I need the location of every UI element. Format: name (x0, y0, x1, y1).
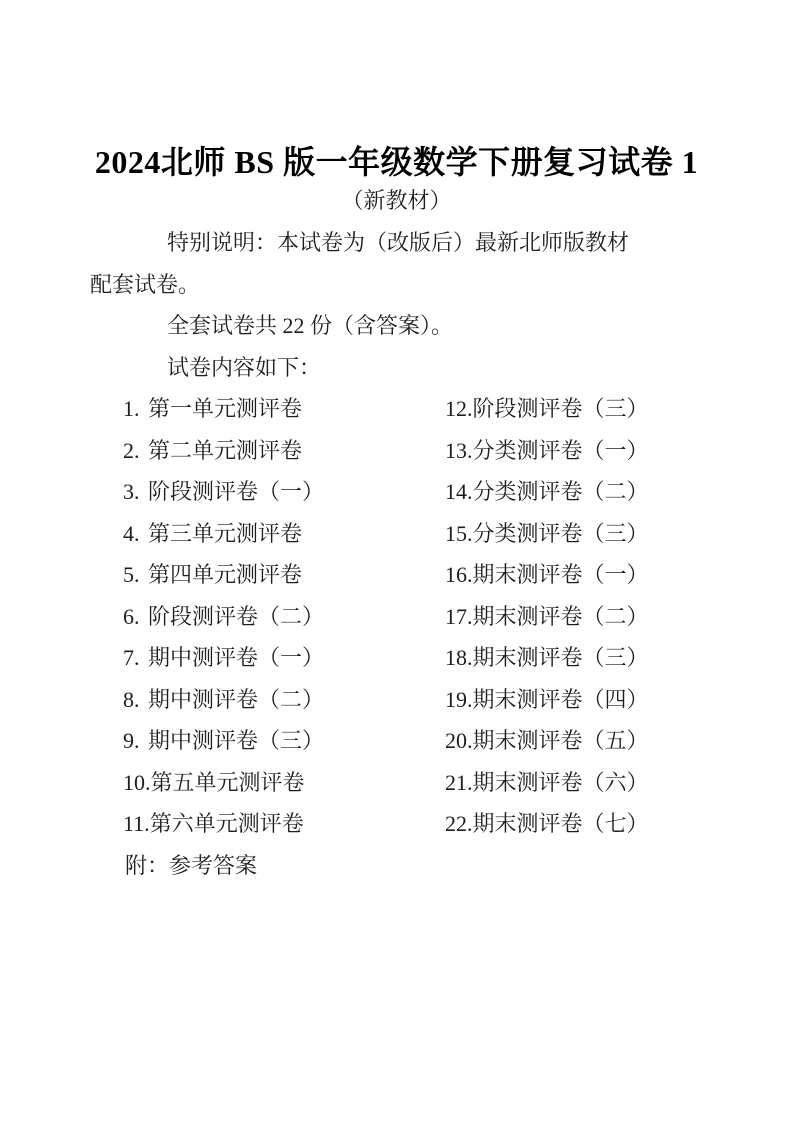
item-number: 2. (123, 437, 140, 463)
item-label: 分类测评卷（一） (472, 437, 649, 463)
item-number: 9. (123, 728, 140, 753)
contents-heading: 试卷内容如下： (167, 354, 322, 380)
list-item (445, 679, 703, 721)
item-number: 20. (445, 728, 473, 753)
list-item (123, 720, 445, 762)
item-number: 10. (123, 769, 151, 795)
item-number: 11. (123, 811, 150, 836)
item-number: 8. (123, 686, 140, 712)
list-item (445, 554, 703, 596)
list-item (445, 388, 703, 430)
item-label: 期末测评卷（二） (472, 603, 649, 629)
list-item (445, 720, 703, 762)
list-item (445, 596, 703, 638)
paper-list (123, 388, 703, 845)
item-number: 6. (123, 603, 140, 629)
item-number: 1. (123, 396, 140, 421)
item-number: 21. (445, 769, 473, 795)
item-label: 期末测评卷（三） (472, 645, 649, 670)
item-label: 期末测评卷（五） (472, 728, 649, 753)
item-label: 阶段测评卷（三） (472, 396, 649, 421)
item-label: 期末测评卷（四） (472, 686, 649, 712)
item-label: 阶段测评卷（一） (148, 479, 325, 504)
set-info-line: 全套试卷共 22 份（含答案）。 (167, 313, 454, 338)
list-item (445, 430, 703, 472)
item-number: 14. (445, 479, 473, 504)
item-number: 16. (445, 562, 473, 587)
item-number: 17. (445, 603, 473, 629)
item-number: 5. (123, 562, 140, 587)
document-title: 2024北师 BS 版一年级数学下册复习试卷 1 (94, 144, 699, 180)
list-item (123, 637, 445, 679)
item-label: 第三单元测评卷 (148, 520, 303, 546)
paper-list-left-column (123, 388, 445, 845)
item-number: 15. (445, 520, 473, 546)
document-subtitle: （新教材） (341, 188, 452, 213)
item-number: 12. (445, 396, 473, 421)
item-label: 第五单元测评卷 (150, 769, 305, 795)
item-label: 第二单元测评卷 (148, 437, 303, 463)
list-item (123, 803, 445, 845)
item-label: 期中测评卷（三） (148, 728, 325, 753)
item-label: 分类测评卷（二） (472, 479, 649, 504)
list-item (123, 596, 445, 638)
list-item (123, 762, 445, 804)
item-number: 13. (445, 437, 473, 463)
list-item (123, 679, 445, 721)
list-item (445, 762, 703, 804)
item-label: 期中测评卷（一） (148, 645, 325, 670)
item-number: 22. (445, 811, 473, 836)
list-item (123, 554, 445, 596)
notice-line-1: 特别说明：本试卷为（改版后）最新北师版教材 (167, 230, 630, 255)
item-number: 19. (445, 686, 473, 712)
item-label: 阶段测评卷（二） (148, 603, 325, 629)
notice-line-2: 配套试卷。 (90, 271, 201, 297)
list-item (445, 803, 703, 845)
item-label: 第四单元测评卷 (148, 562, 303, 587)
item-label: 第六单元测评卷 (149, 811, 304, 836)
list-item (123, 471, 445, 513)
item-label: 分类测评卷（三） (472, 520, 649, 546)
item-number: 3. (123, 479, 140, 504)
item-number: 4. (123, 520, 140, 546)
item-number: 7. (123, 645, 140, 670)
list-item (445, 471, 703, 513)
list-item (445, 513, 703, 555)
paper-list-right-column (445, 388, 703, 845)
list-item (123, 513, 445, 555)
item-label: 期末测评卷（六） (472, 769, 649, 795)
item-label: 期末测评卷（一） (472, 562, 649, 587)
item-label: 第一单元测评卷 (148, 396, 303, 421)
list-item (445, 637, 703, 679)
item-label: 期中测评卷（二） (148, 686, 325, 712)
appendix-note: 附：参考答案 (125, 852, 258, 878)
item-label: 期末测评卷（七） (472, 811, 649, 836)
list-item (123, 430, 445, 472)
list-item (123, 388, 445, 430)
item-number: 18. (445, 645, 473, 670)
document-body (90, 222, 703, 886)
